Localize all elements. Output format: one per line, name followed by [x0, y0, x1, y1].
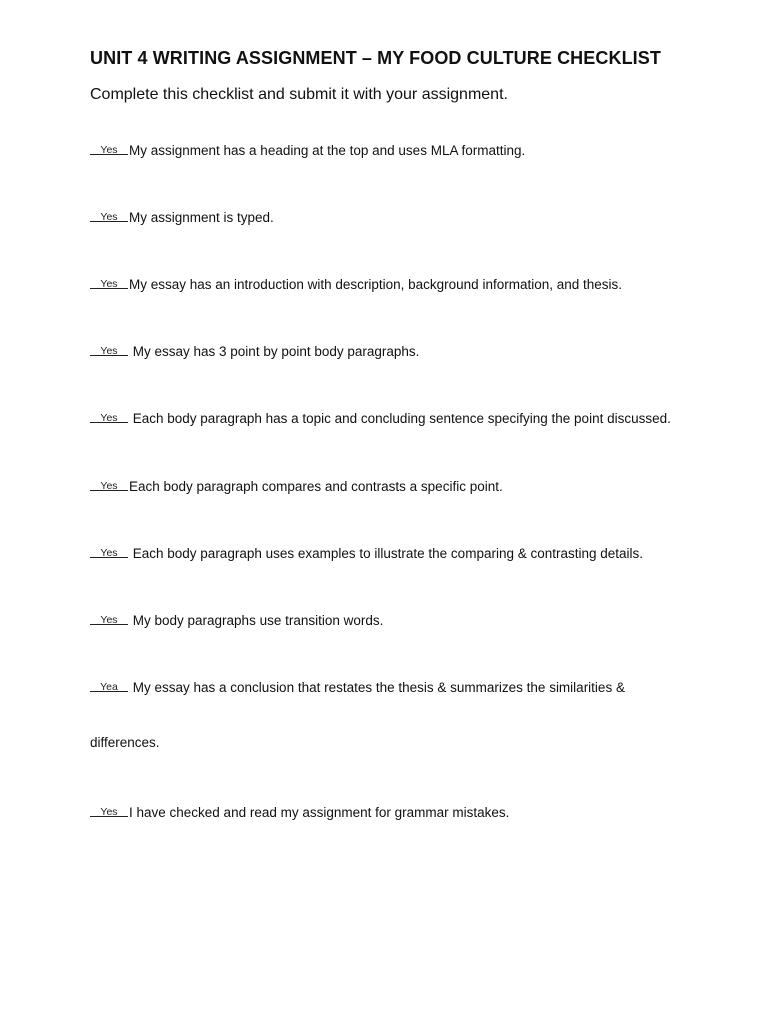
answer-mark: Yes	[100, 211, 118, 223]
checklist-item-text: Each body paragraph uses examples to illustrate the comparing & contrasting details.	[129, 546, 644, 561]
answer-mark: Yes	[100, 345, 118, 357]
checklist-item-text: My essay has a conclusion that restates the thesis & summarizes the similarities &	[129, 680, 625, 695]
answer-mark: Yes	[100, 614, 118, 626]
checklist-item-text: Each body paragraph compares and contrasts a specific point.	[129, 479, 503, 494]
checklist-item	[90, 543, 643, 561]
answer-blank[interactable]	[90, 341, 128, 356]
answer-blank[interactable]	[90, 476, 128, 491]
checklist-item	[90, 476, 503, 494]
checklist-item-text: My body paragraphs use transition words.	[129, 613, 384, 628]
answer-blank[interactable]	[90, 802, 128, 817]
checklist-item	[90, 802, 509, 820]
checklist-item	[90, 140, 525, 158]
checklist-item	[90, 610, 383, 628]
answer-blank[interactable]	[90, 274, 128, 289]
document-title: UNIT 4 WRITING ASSIGNMENT – MY FOOD CULTURE CHECKLIST	[90, 48, 661, 68]
checklist-item-text: My assignment has a heading at the top and uses MLA formatting.	[129, 143, 526, 158]
answer-blank[interactable]	[90, 543, 128, 558]
answer-blank[interactable]	[90, 610, 128, 625]
answer-mark: Yes	[100, 144, 118, 156]
checklist-item	[90, 408, 671, 426]
answer-mark: Yes	[100, 806, 118, 818]
checklist-item-text: I have checked and read my assignment for grammar mistakes.	[129, 805, 510, 820]
answer-mark: Yea	[100, 681, 118, 693]
checklist-item-continuation: differences.	[90, 735, 160, 750]
checklist-item	[90, 341, 419, 359]
checklist-item-text: My essay has 3 point by point body paragraphs.	[129, 344, 420, 359]
answer-mark: Yes	[100, 278, 118, 290]
answer-blank[interactable]	[90, 140, 128, 155]
answer-mark: Yes	[100, 480, 118, 492]
checklist-item	[90, 677, 625, 695]
answer-mark: Yes	[100, 412, 118, 424]
answer-blank[interactable]	[90, 408, 128, 423]
checklist-item-text: Each body paragraph has a topic and concluding sentence specifying the point discussed.	[129, 411, 671, 426]
checklist-item	[90, 207, 274, 225]
answer-mark: Yes	[100, 547, 118, 559]
checklist-item-text: My assignment is typed.	[129, 210, 274, 225]
document-subtitle: Complete this checklist and submit it with your assignment.	[90, 86, 508, 103]
checklist-item	[90, 274, 622, 292]
answer-blank[interactable]	[90, 207, 128, 222]
answer-blank[interactable]	[90, 677, 128, 692]
checklist-item-text: My essay has an introduction with description, background information, and thesis.	[129, 277, 623, 292]
